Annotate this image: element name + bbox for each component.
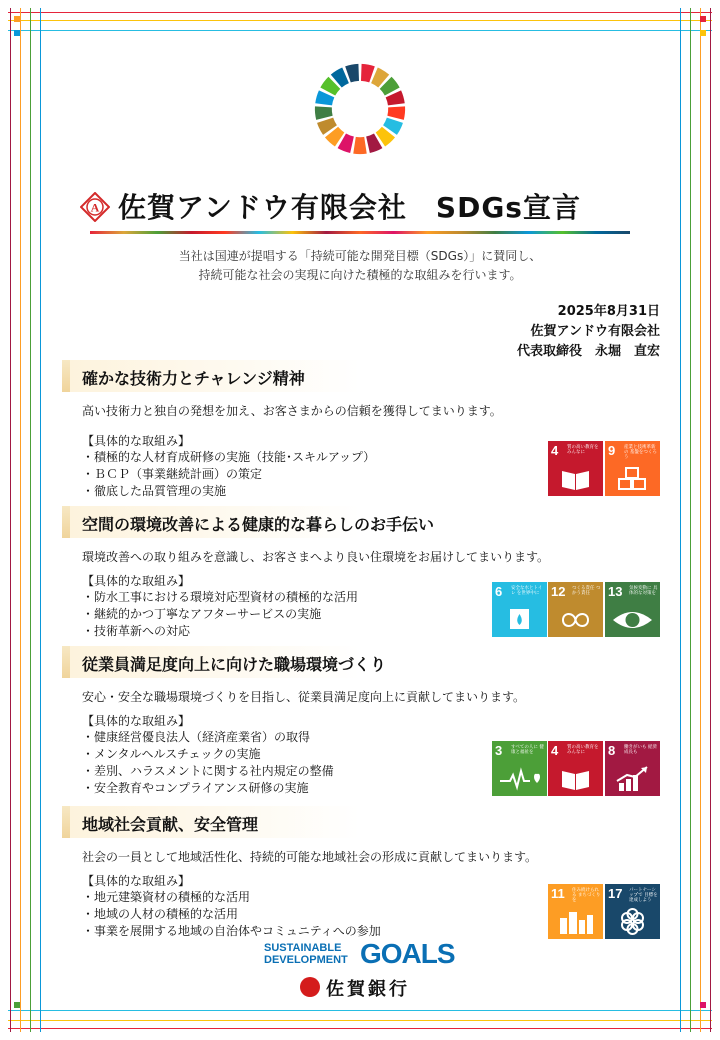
section-item: ・ＢＣＰ（事業継続計画）の策定 xyxy=(82,467,263,481)
wheel-segment xyxy=(315,106,333,119)
sdg-goal-text: つくる責任 つかう責任 xyxy=(572,586,601,596)
title-block xyxy=(80,186,640,230)
frame-line xyxy=(10,8,11,1032)
frame-line xyxy=(40,8,41,1032)
section-lead: 社会の一員として地域活性化、持続的可能な地域社会の形成に貢献してまいります。 xyxy=(82,850,538,864)
section-item: ・防水工事における環境対応型資材の積極的な活用 xyxy=(82,590,359,604)
sdg-goals-logo xyxy=(264,940,459,970)
section-marker xyxy=(62,506,70,538)
sdg-goal-text: すべての人に 健康と福祉を xyxy=(511,745,544,755)
section-title: 地域社会貢献、安全管理 xyxy=(82,815,259,834)
growth-chart-icon xyxy=(605,765,660,793)
frame-line xyxy=(8,1028,712,1029)
wheel-segment xyxy=(353,137,366,154)
bank-logo xyxy=(300,975,430,1001)
section-marker xyxy=(62,360,70,392)
frame-corner-square xyxy=(700,1002,706,1008)
section-item: ・地元建築資材の積極的な活用 xyxy=(82,890,251,904)
company-logo-icon xyxy=(80,192,110,222)
intro-line-1: 当社は国連が提唱する「持続可能な開発目標（SDGs）」に賛同し、 xyxy=(178,249,542,263)
book-icon xyxy=(548,465,603,493)
section-item: ・徹底した品質管理の実施 xyxy=(82,484,227,498)
section-label: 【具体的な取組み】 xyxy=(82,434,191,448)
frame-line xyxy=(8,20,712,21)
sdg-goal-tile xyxy=(605,441,660,496)
frame-line xyxy=(8,1020,712,1021)
sdg-goal-number: 3 xyxy=(495,743,503,758)
section-item: ・差別、ハラスメントに関する社内規定の整備 xyxy=(82,764,334,778)
frame-corner-square xyxy=(700,30,706,36)
frame-line xyxy=(700,8,701,1032)
sdg-goal-tile xyxy=(548,582,603,637)
frame-corner-square xyxy=(14,1002,20,1008)
sdg-goal-tile xyxy=(492,582,547,637)
sdg-goal-number: 11 xyxy=(551,886,565,901)
sdg-goal-text: 質の高い教育を みんなに xyxy=(567,745,599,755)
sdg-goal-text: 産業と技術革新の 基盤をつくろう xyxy=(624,445,657,460)
sdg-goal-text: 住み続けられる まちづくりを xyxy=(572,888,601,903)
section-title: 空間の環境改善による健康的な暮らしのお手伝い xyxy=(82,515,435,534)
sdg-goal-number: 8 xyxy=(608,743,616,758)
sdg-logo-small-text xyxy=(264,942,348,966)
section-label: 【具体的な取組み】 xyxy=(82,574,191,588)
sdg-goal-number: 9 xyxy=(608,443,616,458)
section-item: ・安全教育やコンプライアンス研修の実施 xyxy=(82,781,309,795)
frame-corner-square xyxy=(14,16,20,22)
infinity-icon xyxy=(548,606,603,634)
section-lead: 環境改善への取り組みを意識し、お客さまへより良い住環境をお届けしてまいります。 xyxy=(82,550,550,564)
section-label: 【具体的な取組み】 xyxy=(82,874,191,888)
representative: 代表取締役 永堀 直宏 xyxy=(516,344,660,359)
title-underline xyxy=(90,231,630,234)
sdg-goal-tile xyxy=(605,741,660,796)
partnership-icon xyxy=(605,908,660,936)
sdg-goal-tile xyxy=(492,741,547,796)
section-item: ・事業を展開する地域の自治体やコミュニティへの参加 xyxy=(82,924,381,938)
sdg-goal-tile xyxy=(605,884,660,939)
eye-globe-icon xyxy=(605,606,660,634)
declaration-title: SDGs宣言 xyxy=(435,191,581,224)
frame-line xyxy=(30,8,31,1032)
section-title: 従業員満足度向上に向けた職場環境づくり xyxy=(82,655,387,674)
sdg-goal-text: 気候変動に 具体的な対策を xyxy=(629,586,658,596)
sdg-goal-number: 4 xyxy=(551,443,559,458)
frame-line xyxy=(690,8,691,1032)
section-item: ・メンタルヘルスチェックの実施 xyxy=(82,747,261,761)
heartbeat-icon xyxy=(492,765,547,793)
section-item: ・技術革新への対応 xyxy=(82,624,191,638)
sdg-goal-text: 働きがいも 経済成長も xyxy=(624,745,657,755)
frame-corner-square xyxy=(14,30,20,36)
declaration-date: 2025年8月31日 xyxy=(557,304,660,319)
sdg-goal-tile xyxy=(548,441,603,496)
frame-line xyxy=(8,1010,712,1011)
sdg-wheel-logo xyxy=(313,62,407,156)
intro-line-2: 持続可能な社会の実現に向けた積極的な取組みを行います。 xyxy=(198,268,522,282)
frame-line xyxy=(8,12,712,13)
bank-name: 佐賀銀行 xyxy=(326,979,410,1000)
sdg-logo-line-1: SUSTAINABLE xyxy=(264,942,342,954)
book-icon xyxy=(548,765,603,793)
sdg-goal-number: 6 xyxy=(495,584,503,599)
section-label: 【具体的な取組み】 xyxy=(82,714,191,728)
sdg-goal-text: 質の高い教育を みんなに xyxy=(567,445,599,455)
section-item: ・継続的かつ丁寧なアフターサービスの実施 xyxy=(82,607,322,621)
frame-line xyxy=(680,8,681,1032)
section-marker xyxy=(62,806,70,838)
sdg-goal-tile xyxy=(548,884,603,939)
frame-line xyxy=(710,8,711,1032)
water-icon xyxy=(492,606,547,634)
section-lead: 安心・安全な職場環境づくりを目指し、従業員満足度向上に貢献してまいります。 xyxy=(82,690,526,704)
sdg-logo-goals: GOALS xyxy=(360,938,455,969)
bank-mark-icon xyxy=(300,977,320,997)
logo-letter: A xyxy=(90,200,100,215)
sdg-logo-line-2: DEVELOPMENT xyxy=(264,954,348,966)
section-item: ・健康経営優良法人（経済産業省）の取得 xyxy=(82,730,311,744)
sdg-goal-number: 12 xyxy=(551,584,566,599)
sdg-goal-text: 安全な水とトイレ を世界中に xyxy=(511,586,543,596)
sdg-goal-number: 4 xyxy=(551,743,559,758)
page-title xyxy=(118,186,581,226)
section-lead: 高い技術力と独自の発想を加え、お客さまからの信頼を獲得してまいります。 xyxy=(82,404,502,418)
frame-line xyxy=(8,30,712,31)
sdg-goal-number: 17 xyxy=(608,886,623,901)
sdg-goal-tile xyxy=(605,582,660,637)
section-marker xyxy=(62,646,70,678)
sdg-goal-tile xyxy=(548,741,603,796)
sdg-goal-number: 13 xyxy=(608,584,623,599)
section-title: 確かな技術力とチャレンジ精神 xyxy=(82,369,305,388)
cubes-icon xyxy=(605,465,660,493)
frame-corner-square xyxy=(700,16,706,22)
wheel-segment xyxy=(387,106,405,119)
city-icon xyxy=(548,908,603,936)
signing-company: 佐賀アンドウ有限会社 xyxy=(530,324,660,339)
section-item: ・積極的な人材育成研修の実施（技能･スキルアップ） xyxy=(82,450,376,464)
section-item: ・地域の人材の積極的な活用 xyxy=(82,907,239,921)
frame-line xyxy=(20,8,21,1032)
company-name: 佐賀アンドウ有限会社 xyxy=(118,191,407,224)
sdg-goal-text: パートナーシップで 目標を達成しよう xyxy=(629,888,658,903)
